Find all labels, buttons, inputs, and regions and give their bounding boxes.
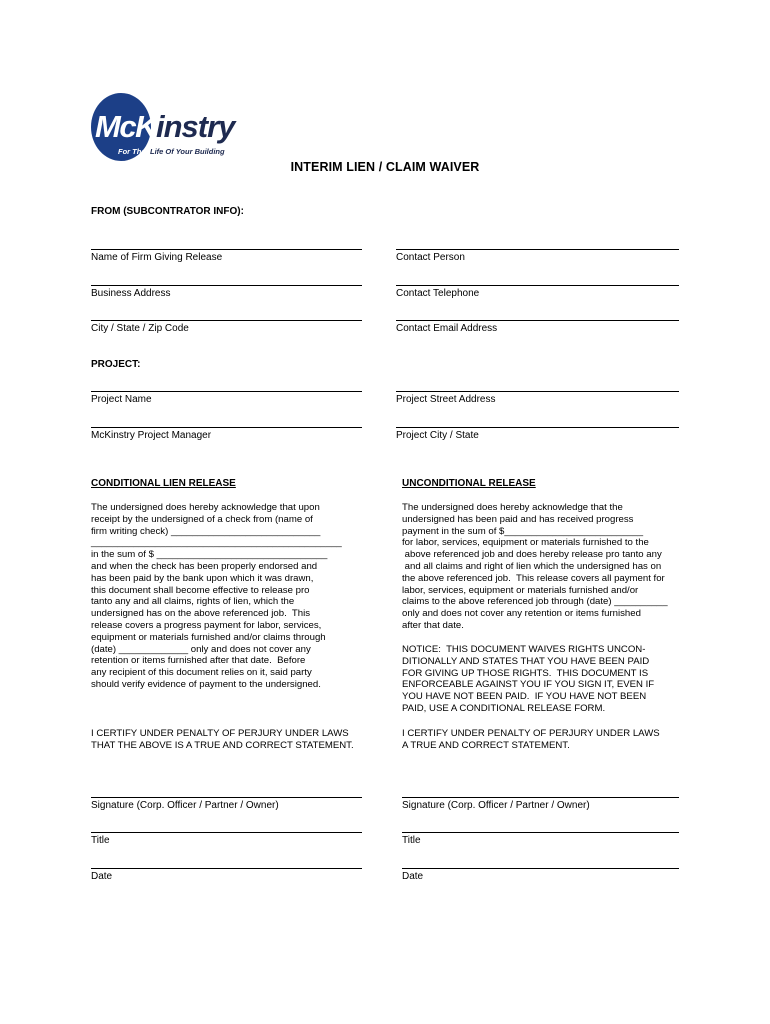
svg-text:McK: McK [95, 109, 156, 144]
project-street-label: Project Street Address [396, 394, 496, 405]
city-state-zip-line[interactable] [91, 320, 362, 321]
svg-text:For The: For The [118, 147, 146, 156]
conditional-date-line[interactable] [91, 868, 362, 869]
svg-text:instry: instry [156, 109, 235, 144]
from-section-label: FROM (SUBCONTRATOR INFO): [91, 206, 244, 217]
unconditional-certify: I CERTIFY UNDER PENALTY OF PERJURY UNDER LAWS A TRUE AND CORRECT STATEMENT. [402, 728, 660, 751]
project-manager-line[interactable] [91, 427, 362, 428]
conditional-signature-label: Signature (Corp. Officer / Partner / Owner) [91, 800, 279, 811]
project-street-line[interactable] [396, 391, 679, 392]
business-address-line[interactable] [91, 285, 362, 286]
conditional-title-line[interactable] [91, 832, 362, 833]
conditional-date-label: Date [91, 871, 113, 882]
business-address-label: Business Address [91, 288, 171, 299]
unconditional-signature-line[interactable] [402, 797, 679, 798]
contact-person-label: Contact Person [396, 252, 465, 263]
contact-email-label: Contact Email Address [396, 323, 498, 334]
project-section-label: PROJECT: [91, 359, 141, 370]
project-city-state-line[interactable] [396, 427, 679, 428]
unconditional-date-label: Date [402, 871, 424, 882]
conditional-title-label: Title [91, 835, 110, 846]
unconditional-signature-label: Signature (Corp. Officer / Partner / Owner) [402, 800, 590, 811]
conditional-signature-line[interactable] [91, 797, 362, 798]
logo-mark [90, 92, 240, 162]
mckinstry-logo [90, 92, 240, 162]
conditional-body: The undersigned does hereby acknowledge that upon receipt by the undersigned of a check from (name of firm writing check) ____________________________ _______________________________________________ in the sum of $ ________________________________ and when the check has been properly endorsed and has been paid by the bank upon which it was drawn, this document shall become effective to release pro tanto any and all claims, rights of lien, which the undersigned has on the above referenced job. This release covers a progress payment for labor, services, equipment or materials furnished and/or claims through (date) _____________ only and does not cover any retention or items furnished after that date. Before any recipient of this document relies on it, said party should verify evidence of payment to the undersigned. [91, 502, 342, 690]
conditional-heading: CONDITIONAL LIEN RELEASE [91, 478, 236, 489]
project-manager-label: McKinstry Project Manager [91, 430, 212, 441]
unconditional-date-line[interactable] [402, 868, 679, 869]
city-state-zip-label: City / State / Zip Code [91, 323, 189, 334]
conditional-certify: I CERTIFY UNDER PENALTY OF PERJURY UNDER LAWS THAT THE ABOVE IS A TRUE AND CORRECT STATEMENT. [91, 728, 354, 751]
contact-person-line[interactable] [396, 249, 679, 250]
unconditional-notice: NOTICE: THIS DOCUMENT WAIVES RIGHTS UNCON- DITIONALLY AND STATES THAT YOU HAVE BEEN PAID FOR GIVING UP THOSE RIGHTS. THIS DOCUMENT IS ENFORCEABLE AGAINST YOU IF YOU SIGN IT, EVEN IF YOU HAVE NOT BEEN PAID. IF YOU HAVE NOT BEEN PAID, USE A CONDITIONAL RELEASE FORM. [402, 644, 655, 714]
project-name-line[interactable] [91, 391, 362, 392]
project-city-state-label: Project City / State [396, 430, 479, 441]
contact-telephone-line[interactable] [396, 285, 679, 286]
contact-telephone-label: Contact Telephone [396, 288, 480, 299]
svg-text:Life Of Your Building: Life Of Your Building [150, 147, 225, 156]
firm-name-label: Name of Firm Giving Release [91, 252, 223, 263]
page-title: INTERIM LIEN / CLAIM WAIVER [290, 160, 480, 174]
unconditional-title-label: Title [402, 835, 421, 846]
unconditional-title-line[interactable] [402, 832, 679, 833]
unconditional-heading: UNCONDITIONAL RELEASE [402, 478, 536, 489]
project-name-label: Project Name [91, 394, 152, 405]
contact-email-line[interactable] [396, 320, 679, 321]
unconditional-body: The undersigned does hereby acknowledge that the undersigned has been paid and has received progress payment in the sum of $__________________________ for labor, services, equipment or materials furnished to the above referenced job and does hereby release pro tanto any and all claims and right of lien which the undersigned has on the above referenced job. This release covers all payment for labor, services, equipment or materials furnished and/or claims to the above referenced job through (date) __________ only and does not cover any retention or items furnished after that date. [402, 502, 668, 631]
firm-name-line[interactable] [91, 249, 362, 250]
